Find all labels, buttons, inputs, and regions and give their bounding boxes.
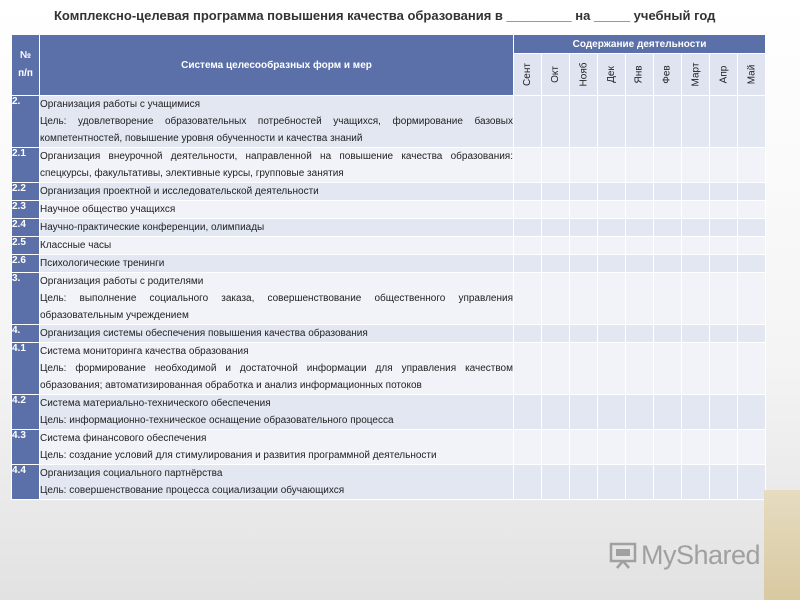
decorative-strip (764, 490, 800, 600)
month-cell[interactable] (542, 430, 570, 465)
month-cell[interactable] (682, 183, 710, 201)
month-cell[interactable] (626, 183, 654, 201)
table-row (12, 183, 766, 201)
month-cell[interactable] (598, 395, 626, 430)
month-cell[interactable] (514, 183, 542, 201)
month-cell[interactable] (598, 237, 626, 255)
month-cell[interactable] (570, 273, 598, 325)
row-description (40, 325, 514, 343)
month-cell[interactable] (626, 465, 654, 500)
row-number: 4.3 (12, 430, 40, 465)
month-cell[interactable] (654, 273, 682, 325)
month-cell[interactable] (710, 148, 738, 183)
row-description (40, 219, 514, 237)
month-header: Дек (598, 54, 626, 96)
row-number: 2.3 (12, 201, 40, 219)
month-cell[interactable] (654, 395, 682, 430)
month-cell[interactable] (542, 148, 570, 183)
row-description (40, 183, 514, 201)
month-cell[interactable] (710, 96, 738, 148)
month-cell[interactable] (542, 395, 570, 430)
row-goal: Цель: информационно-техническое оснащение образовательного процесса (40, 415, 394, 426)
month-cell[interactable] (626, 430, 654, 465)
month-cell[interactable] (654, 201, 682, 219)
row-goal: Цель: формирование необходимой и достаточной информации для управления качеством образования; автоматизированная обработка и анализ информационных потоков (40, 363, 513, 391)
month-cell[interactable] (542, 219, 570, 237)
content-column-header: Содержание деятельности (514, 35, 766, 54)
table-row (12, 273, 766, 325)
system-column-header: Система целесообразных форм и мер (40, 35, 514, 96)
row-title: Система мониторинга качества образования (40, 346, 249, 357)
row-number: 2.6 (12, 255, 40, 273)
month-cell[interactable] (738, 255, 766, 273)
month-header: Апр (710, 54, 738, 96)
watermark (609, 538, 769, 572)
month-cell[interactable] (542, 183, 570, 201)
month-cell[interactable] (654, 237, 682, 255)
month-cell[interactable] (598, 219, 626, 237)
month-cell[interactable] (542, 465, 570, 500)
month-cell[interactable] (514, 255, 542, 273)
row-number: 4. (12, 325, 40, 343)
month-cell[interactable] (626, 273, 654, 325)
month-cell[interactable] (738, 201, 766, 219)
month-header: Май (738, 54, 766, 96)
row-description (40, 96, 514, 148)
row-description (40, 255, 514, 273)
row-title: Классные часы (40, 240, 112, 251)
row-title: Организация внеурочной деятельности, направленной на повышение качества образования: спецкурсы, факультативы, элективные курсы, групповые занятия (40, 151, 513, 179)
row-title: Система материально-технического обеспечения (40, 398, 271, 409)
month-cell[interactable] (710, 465, 738, 500)
month-cell[interactable] (654, 430, 682, 465)
month-cell[interactable] (626, 148, 654, 183)
month-header: Янв (626, 54, 654, 96)
month-cell[interactable] (710, 219, 738, 237)
month-cell[interactable] (514, 395, 542, 430)
month-cell[interactable] (710, 430, 738, 465)
month-cell[interactable] (542, 201, 570, 219)
month-cell[interactable] (542, 273, 570, 325)
month-cell[interactable] (598, 183, 626, 201)
month-cell[interactable] (514, 96, 542, 148)
month-cell[interactable] (542, 325, 570, 343)
program-table (11, 34, 766, 500)
row-title: Система финансового обеспечения (40, 433, 207, 444)
month-cell[interactable] (514, 325, 542, 343)
month-cell[interactable] (654, 255, 682, 273)
month-cell[interactable] (654, 343, 682, 395)
month-cell[interactable] (598, 325, 626, 343)
row-number: 4.4 (12, 465, 40, 500)
table-row (12, 325, 766, 343)
month-cell[interactable] (738, 96, 766, 148)
month-cell[interactable] (654, 148, 682, 183)
month-cell[interactable] (570, 430, 598, 465)
row-number: 4.1 (12, 343, 40, 395)
month-cell[interactable] (626, 395, 654, 430)
month-header: Нояб (570, 54, 598, 96)
row-number: 4.2 (12, 395, 40, 430)
month-cell[interactable] (654, 325, 682, 343)
month-cell[interactable] (654, 219, 682, 237)
month-cell[interactable] (710, 273, 738, 325)
month-cell[interactable] (570, 219, 598, 237)
month-cell[interactable] (710, 395, 738, 430)
row-goal: Цель: удовлетворение образовательных потребностей учащихся, формирование базовых компетентностей, повышение уровня обученности и качества знаний (40, 116, 513, 144)
month-cell[interactable] (570, 325, 598, 343)
row-title: Психологические тренинги (40, 258, 165, 269)
month-cell[interactable] (514, 465, 542, 500)
month-cell[interactable] (598, 273, 626, 325)
month-cell[interactable] (598, 201, 626, 219)
month-cell[interactable] (542, 255, 570, 273)
month-cell[interactable] (738, 219, 766, 237)
month-cell[interactable] (738, 325, 766, 343)
row-goal: Цель: создание условий для стимулирования и развития программной деятельности (40, 450, 437, 461)
month-cell[interactable] (626, 201, 654, 219)
month-cell[interactable] (598, 430, 626, 465)
month-cell[interactable] (626, 219, 654, 237)
row-title: Научно-практические конференции, олимпиады (40, 222, 265, 233)
month-cell[interactable] (738, 343, 766, 395)
table-row (12, 395, 766, 430)
month-cell[interactable] (682, 219, 710, 237)
presentation-icon (609, 541, 637, 569)
month-cell[interactable] (514, 343, 542, 395)
month-cell[interactable] (570, 96, 598, 148)
month-cell[interactable] (570, 201, 598, 219)
month-cell[interactable] (598, 148, 626, 183)
month-cell[interactable] (710, 201, 738, 219)
month-cell[interactable] (710, 255, 738, 273)
month-cell[interactable] (654, 96, 682, 148)
row-description (40, 237, 514, 255)
month-cell[interactable] (682, 325, 710, 343)
row-goal: Цель: выполнение социального заказа, совершенствование общественного управления образовательным учреждением (40, 293, 513, 321)
month-cell[interactable] (570, 343, 598, 395)
month-cell[interactable] (598, 96, 626, 148)
month-cell[interactable] (682, 395, 710, 430)
watermark-text: MyShared (641, 539, 761, 570)
row-title: Организация работы с родителями (40, 276, 204, 287)
month-cell[interactable] (598, 465, 626, 500)
table-row (12, 201, 766, 219)
month-cell[interactable] (570, 148, 598, 183)
month-cell[interactable] (626, 255, 654, 273)
month-cell[interactable] (570, 183, 598, 201)
month-cell[interactable] (710, 183, 738, 201)
table-row (12, 237, 766, 255)
month-cell[interactable] (682, 255, 710, 273)
month-cell[interactable] (542, 96, 570, 148)
table-row (12, 465, 766, 500)
row-number: 2. (12, 96, 40, 148)
row-title: Организация системы обеспечения повышения качества образования (40, 328, 368, 339)
row-description (40, 148, 514, 183)
month-cell[interactable] (542, 237, 570, 255)
month-cell[interactable] (570, 395, 598, 430)
row-goal: Цель: совершенствование процесса социализации обучающихся (40, 485, 345, 496)
month-cell[interactable] (514, 201, 542, 219)
month-cell[interactable] (682, 465, 710, 500)
month-cell[interactable] (738, 465, 766, 500)
month-cell[interactable] (626, 325, 654, 343)
month-cell[interactable] (514, 219, 542, 237)
month-header: Фев (654, 54, 682, 96)
month-cell[interactable] (682, 343, 710, 395)
month-cell[interactable] (682, 273, 710, 325)
row-number: 2.5 (12, 237, 40, 255)
month-cell[interactable] (654, 183, 682, 201)
table-row (12, 96, 766, 148)
number-column-header: № п/п (12, 35, 40, 96)
row-number: 2.4 (12, 219, 40, 237)
row-description (40, 395, 514, 430)
month-header: Окт (542, 54, 570, 96)
document-title: Комплексно-целевая программа повышения качества образования в _________ на _____ учебный год (54, 8, 716, 23)
month-cell[interactable] (682, 96, 710, 148)
month-cell[interactable] (682, 201, 710, 219)
row-number: 2.1 (12, 148, 40, 183)
month-cell[interactable] (514, 430, 542, 465)
month-header: Март (682, 54, 710, 96)
month-cell[interactable] (682, 148, 710, 183)
month-cell[interactable] (514, 148, 542, 183)
month-cell[interactable] (710, 343, 738, 395)
row-number: 2.2 (12, 183, 40, 201)
month-cell[interactable] (570, 465, 598, 500)
row-description (40, 343, 514, 395)
month-cell[interactable] (710, 237, 738, 255)
table-row (12, 255, 766, 273)
row-title: Организация проектной и исследовательской деятельности (40, 186, 319, 197)
month-cell[interactable] (738, 430, 766, 465)
month-cell[interactable] (710, 325, 738, 343)
month-cell[interactable] (738, 273, 766, 325)
month-cell[interactable] (738, 148, 766, 183)
month-cell[interactable] (598, 255, 626, 273)
row-description (40, 465, 514, 500)
month-cell[interactable] (514, 237, 542, 255)
month-cell[interactable] (570, 237, 598, 255)
table-row (12, 430, 766, 465)
month-cell[interactable] (514, 273, 542, 325)
row-title: Научное общество учащихся (40, 204, 176, 215)
month-cell[interactable] (738, 395, 766, 430)
month-cell[interactable] (682, 430, 710, 465)
month-cell[interactable] (738, 237, 766, 255)
table-row (12, 219, 766, 237)
month-cell[interactable] (654, 465, 682, 500)
month-cell[interactable] (738, 183, 766, 201)
row-description (40, 201, 514, 219)
table-row (12, 148, 766, 183)
month-cell[interactable] (626, 96, 654, 148)
row-title: Организация работы с учащимися (40, 99, 201, 110)
row-description (40, 430, 514, 465)
row-title: Организация социального партнёрства (40, 468, 223, 479)
row-number: 3. (12, 273, 40, 325)
month-cell[interactable] (542, 343, 570, 395)
month-cell[interactable] (682, 237, 710, 255)
month-header: Сент (514, 54, 542, 96)
month-cell[interactable] (598, 343, 626, 395)
table-row (12, 343, 766, 395)
month-cell[interactable] (570, 255, 598, 273)
month-cell[interactable] (626, 343, 654, 395)
month-cell[interactable] (626, 237, 654, 255)
row-description (40, 273, 514, 325)
